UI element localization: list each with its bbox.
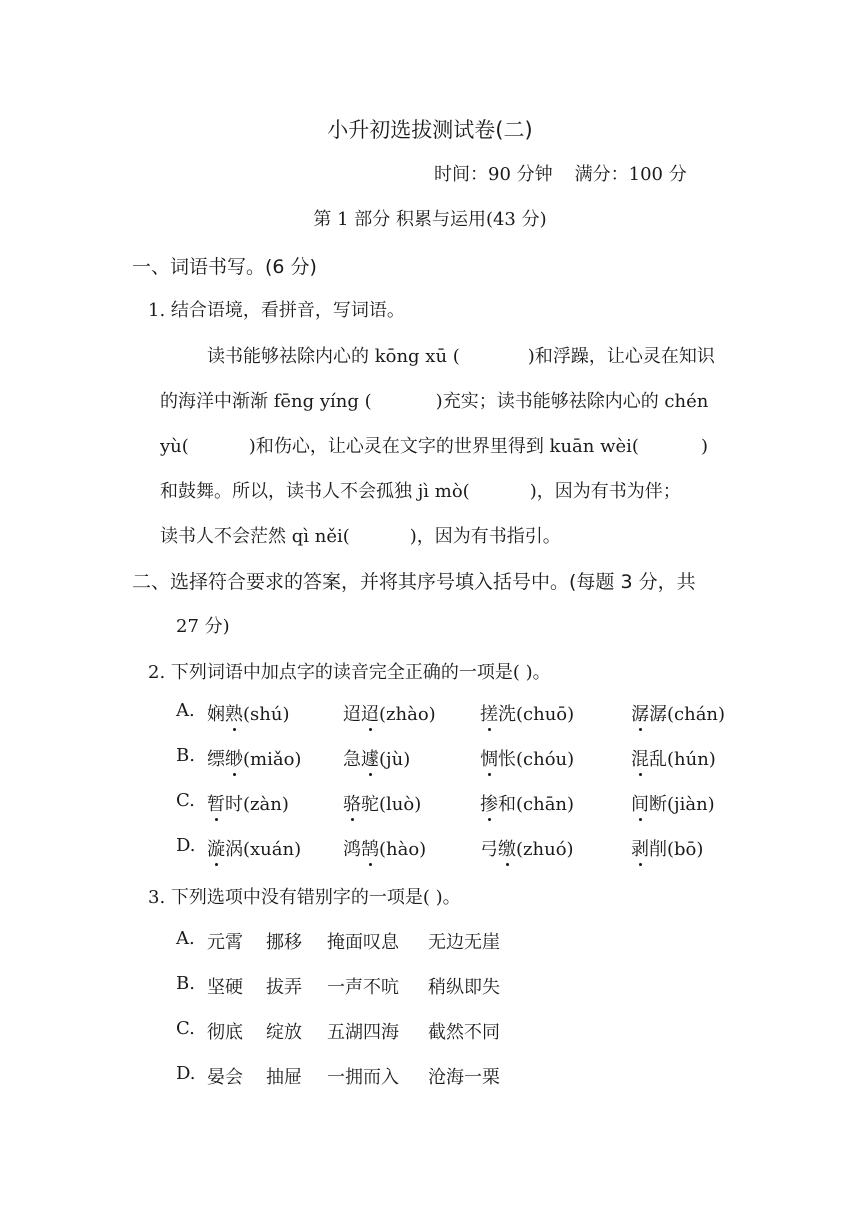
q2-option-label[interactable]: B.	[176, 745, 195, 766]
dotted-char: 混	[631, 745, 649, 771]
q3-option-word: 一声不吭	[327, 977, 399, 998]
q3-option-label[interactable]: B.	[176, 973, 195, 994]
q3-option-word: 坚硬	[207, 977, 243, 998]
dotted-char: 鹄	[361, 835, 379, 861]
dotted-char: 暂	[207, 790, 225, 816]
dotted-char: 掺	[480, 790, 498, 816]
exam-meta	[434, 160, 687, 186]
dotted-char: 熟	[225, 700, 243, 726]
q2-option-word: 暂时(zàn)	[207, 790, 289, 816]
q2-option-word: 急遽(jù)	[343, 745, 410, 771]
dotted-char: 迢	[361, 700, 379, 726]
dotted-char: 漩	[207, 835, 225, 861]
time-limit: 时间：90 分钟	[434, 164, 553, 185]
dotted-char: 剥	[631, 835, 649, 861]
q2-option-label[interactable]: D.	[176, 835, 196, 856]
q3-option-word: 稍纵即失	[428, 977, 500, 998]
q3-option-label[interactable]: C.	[176, 1018, 195, 1039]
q2-option-word: 弓缴(zhuó)	[480, 835, 574, 861]
q3-option-word: 五湖四海	[327, 1022, 399, 1043]
q2-option-label[interactable]: C.	[176, 790, 195, 811]
q1-line-4: 和鼓舞。所以，读书人不会孤独 jì mò( )，因为有书为伴；	[160, 481, 681, 502]
q2-option-word: 漩涡(xuán)	[207, 835, 301, 861]
q3-option-word: 晏会	[207, 1067, 243, 1088]
dotted-char: 惆	[480, 745, 498, 771]
q1-line-5: 读书人不会茫然 qì něi( )，因为有书指引。	[160, 526, 561, 547]
section2-heading-cont: 27 分)	[176, 616, 230, 637]
q3-option-label[interactable]: A.	[176, 928, 195, 949]
section1-heading: 一、词语书写。(6 分)	[132, 256, 317, 278]
q1-stem: 1. 结合语境，看拼音，写词语。	[148, 300, 405, 321]
q3-option-word: 彻底	[207, 1022, 243, 1043]
q1-line-3: yù( )和伤心，让心灵在文字的世界里得到 kuān wèi( )	[160, 436, 708, 457]
q2-option-word: 迢迢(zhào)	[343, 700, 436, 726]
q1-line-1: 读书能够祛除内心的 kōng xū ( )和浮躁，让心灵在知识	[207, 346, 715, 367]
full-score: 满分：100 分	[574, 164, 687, 185]
q2-option-word: 娴熟(shú)	[207, 700, 289, 726]
q3-option-word: 无边无崖	[428, 932, 500, 953]
q2-option-word: 潺潺(chán)	[631, 700, 725, 726]
q2-stem: 2. 下列词语中加点字的读音完全正确的一项是( )。	[148, 662, 551, 683]
q2-option-label[interactable]: A.	[176, 700, 195, 721]
q2-option-word: 缥缈(miǎo)	[207, 745, 301, 771]
dotted-char: 遽	[361, 745, 379, 771]
q3-option-word: 挪移	[266, 932, 302, 953]
dotted-char: 间	[631, 790, 649, 816]
q2-option-word: 鸿鹄(hào)	[343, 835, 426, 861]
q3-option-label[interactable]: D.	[176, 1063, 196, 1084]
q1-line-2: 的海洋中渐渐 fēng yíng ( )充实；读书能够祛除内心的 chén	[160, 391, 709, 412]
dotted-char: 缈	[225, 745, 243, 771]
q3-option-word: 一拥而入	[327, 1067, 399, 1088]
dotted-char: 潺	[631, 700, 649, 726]
part-heading: 第 1 部分 积累与运用(43 分)	[313, 209, 547, 230]
q2-option-word: 混乱(hún)	[631, 745, 716, 771]
q3-option-word: 截然不同	[428, 1022, 500, 1043]
page-title: 小升初选拔测试卷(二)	[327, 118, 533, 142]
q3-option-word: 掩面叹息	[327, 932, 399, 953]
q3-option-word: 沧海一栗	[428, 1067, 500, 1088]
q3-option-word: 元霄	[207, 932, 243, 953]
section2-heading: 二、选择符合要求的答案，并将其序号填入括号中。(每题 3 分，共	[132, 571, 696, 593]
q2-option-word: 间断(jiàn)	[631, 790, 715, 816]
q2-option-word: 剥削(bō)	[631, 835, 703, 861]
q2-option-word: 掺和(chān)	[480, 790, 574, 816]
dotted-char: 搓	[480, 700, 498, 726]
q3-option-word: 抽屉	[266, 1067, 302, 1088]
q2-option-word: 搓洗(chuō)	[480, 700, 574, 726]
q2-option-word: 骆驼(luò)	[343, 790, 421, 816]
q2-option-word: 惆怅(chóu)	[480, 745, 574, 771]
dotted-char: 骆	[343, 790, 361, 816]
dotted-char: 缴	[498, 835, 516, 861]
q3-option-word: 绽放	[266, 1022, 302, 1043]
q3-option-word: 拔弄	[266, 977, 302, 998]
q3-stem: 3. 下列选项中没有错别字的一项是( )。	[148, 887, 461, 908]
